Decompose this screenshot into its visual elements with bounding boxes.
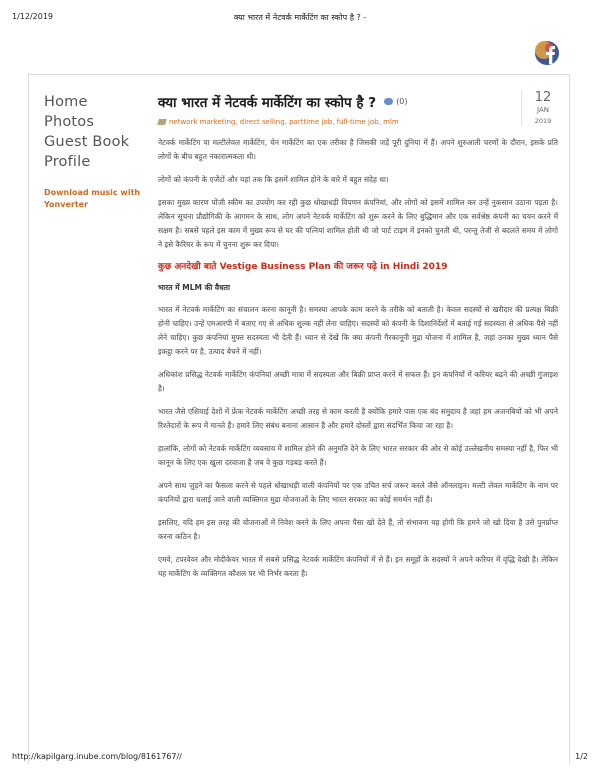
facebook-badge-icon[interactable] <box>534 40 560 66</box>
nav-home[interactable]: Home <box>44 94 88 110</box>
tag-link[interactable]: parttime job <box>289 118 333 126</box>
tag-link[interactable]: full-time job <box>336 118 379 126</box>
post-date-day: 12 <box>534 90 552 105</box>
post-body <box>158 136 558 581</box>
nav-photos[interactable]: Photos <box>44 114 95 130</box>
nav-profile[interactable]: Profile <box>44 154 91 170</box>
print-page-title: क्या भारत में नेटवर्क मार्केटिंग का स्कोप है ? - <box>233 13 367 22</box>
print-date: 1/12/2019 <box>12 12 54 21</box>
post-paragraph: अपने साथ जुड़ने का फैसला करने से पहले धोखाधड़ी वाली कंपनियों पर एक उचित सर्च जरूर करले जैसे ऑनलाइन। मल्टी लेवल मार्केटिंग के नाम पर कंपनियों द्वारा चलाई जाने वाली व्यक्तिगत मुद्रा योजनाओं के लिए भारत सरकार का कोई समर्थन नहीं है। <box>158 481 558 504</box>
post-tags: network marketing, direct selling, parttime job, full-time job, mlm <box>158 118 399 126</box>
comment-bubble-icon <box>384 98 393 105</box>
post-paragraph: नेटवर्क मार्केटिंग या मल्टीलेवल मार्केटिंग, चेन मार्केटिंग का एक तरीका है जिसकी जड़ें पूरी दुनिया में हैं। अपने शुरुआती चरणों के दौरान, इसके प्रति लोगों के बीच बहुत नकारात्मकता थी। <box>158 138 558 161</box>
sidebar-nav <box>44 92 148 172</box>
post-paragraph: इसका मुख्य कारण पोंजी स्कीम का उपयोग कर रही कुछ धोखाधड़ी विपणन कंपनियां, और लोगों को इसमें शामिल कर उन्हें नुकसान उठाना पड़ता है। लेकिन सूचना प्रौद्योगिकी के आगमन के साथ, लोग अपने नेटवर्क मार्केटिंग को शुरू करने के लिए बुद्धिमान और एक सर्वश्रेष्ठ कंपनी का चयन करने में सक्षम है। सबसे पहले इस काम में मुख्य रूप से घर की पत्नियां शामिल होती थी जो पार्ट टाइम में इनको चुनती थी, परन्तु तेजी से बदलते समय में लोगो ने इसे कैरियर के रूप में चुनना शुरू कर दिया। <box>158 198 558 249</box>
tag-link[interactable]: mlm <box>383 118 399 126</box>
nav-guest-book[interactable]: Guest Book <box>44 134 130 150</box>
blog-post <box>158 92 558 590</box>
post-date-month: JAN <box>537 106 549 114</box>
sidebar <box>44 92 148 211</box>
music-download-link[interactable]: Download music with Yonverter <box>44 188 141 209</box>
post-paragraph: इसलिए, यदि हम इस तरह की योजनाओं में निवेश करने के लिए अपना पैसा खो देते हैं, तो संभावना यह होगी कि हमने जो खो दिया है उसे पुनर्प्राप्त करना कठिन है। <box>158 518 558 541</box>
comment-count-value: (0) <box>396 97 408 106</box>
post-paragraph: एमवे, टपरवेयर और मोदीकेयर भारत में सबसे प्रसिद्ध नेटवर्क मार्केटिंग कंपनियों में से हैं। इन समूहों के सदस्यों ने अपने करियर में वृद्धि देखी है। लेकिन यह मार्केटिंग के व्यक्तिगत कौशल पर भी निर्भर करता है। <box>158 555 558 578</box>
post-paragraph: हालांकि, लोगों को नेटवर्क मार्केटिंग व्यवसाय में शामिल होने की अनुमति देने के लिए भारत सरकार की ओर से कोई उल्लेखनीय समस्या नहीं है, फिर भी कानून के लिए एक खुला दरवाजा है जब वे कुछ गड़बड़ करते हैं। <box>158 444 558 467</box>
post-paragraph: भारत जैसे एशियाई देशों में फ्रेंक नेटवर्क मार्केटिंग अच्छी तरह से काम करती है क्योंकि हमारे पास एक बंद समुदाय है जहां हम अजनबियों को भी अपने रिश्तेदारों के रूप में मानते हैं। हमारे लिए संबंध बनाना आसान है और हमारे दोस्तों द्वारा संदर्भित किया जा रहा है। <box>158 407 558 430</box>
post-paragraph: लोगों को कंपनी के एजेंटों और यहां तक कि इसमें शामिल होने के बारे में बहुत संदेह था। <box>158 175 389 184</box>
post-paragraph: अधिकांश प्रसिद्ध नेटवर्क मार्केटिंग कंपनियां अच्छी मात्रा में सदस्यता और बिक्री प्राप्त करने में सफल हैं। इन कंपनियों में करियर बढ़ने की अच्छी गुंजाइश है। <box>158 370 558 393</box>
comment-count[interactable] <box>384 97 407 106</box>
print-footer <box>0 752 600 764</box>
print-url: http://kapilgarg.inube.com/blog/8161767// <box>12 752 182 761</box>
tag-icon <box>157 119 167 125</box>
promo-heading-link[interactable]: कुछ अनदेखी बाते Vestige Business Plan की जरूर पढ़े in Hindi 2019 <box>158 262 448 272</box>
post-date <box>521 90 558 126</box>
post-title: क्या भारत में नेटवर्क मार्केटिंग का स्कोप है ? <box>158 95 377 111</box>
post-paragraph: भारत में नेटवर्क मार्केटिंग का संचालन करना कानूनी है। समस्या आपके काम करने के तरीके को बताती है। केवल सदस्यों से खरीदार की प्रत्यक्ष बिक्री होनी चाहिए। उन्हें एमआरपी में बताए गए से अधिक शुल्क नहीं लेना चाहिए। सदस्यों को कंपनी के दिशानिर्देशों में बताई गई सदस्यता से अधिक पैसे नहीं लेने चाहिए। कुछ कंपनियां मुफ्त सदस्यता भी देती हैं। ध्यान से देखें कि क्या कंपनी गैरकानूनी मुद्रा योजना में शामिल है, जहां उनका मुख्य ध्यान पैसे इकट्ठा करने पर है, उत्पाद बेचने में नहीं। <box>158 305 558 356</box>
post-date-year: 2019 <box>534 117 552 125</box>
post-header <box>158 92 558 132</box>
tag-link[interactable]: direct selling <box>239 118 285 126</box>
tag-link[interactable]: network marketing <box>169 118 236 126</box>
print-header <box>0 12 600 26</box>
print-page-number: 1/2 <box>575 752 588 761</box>
post-subheading: भारत में MLM की वैधता <box>158 283 230 292</box>
